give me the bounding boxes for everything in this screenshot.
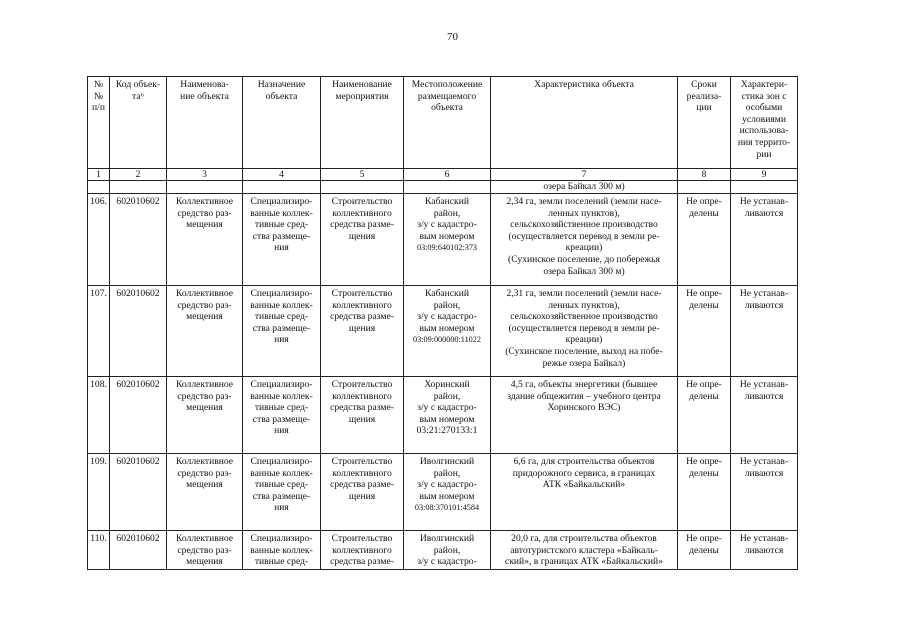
object-name: Коллективное средство раз- мещения (167, 286, 243, 377)
object-location (404, 454, 491, 531)
table-row (88, 377, 798, 454)
cadastral-number: 03:09:000000:11022 (413, 335, 481, 345)
special-zones: Не устанав- ливаются (731, 454, 798, 531)
column-number: 2 (110, 169, 167, 181)
object-purpose: Специализиро- ванные коллек- тивные сред- ства размеще- ния (243, 286, 321, 377)
special-zones: Не устанав- ливаются (731, 286, 798, 377)
cadastral-number: 03:09:640102:373 (416, 243, 478, 253)
object-purpose: Специализиро- ванные коллек- тивные сред- ства размеще- ния (243, 377, 321, 454)
objects-table (87, 76, 798, 570)
row-number: 107. (88, 286, 110, 377)
header-cell: Местоположение размещаемого объекта (404, 77, 491, 169)
header-cell: Сроки реализа- ции (678, 77, 731, 169)
object-code: 602010602 (110, 454, 167, 531)
row-number: 106. (88, 194, 110, 286)
object-name: Коллективное средство раз- мещения (167, 454, 243, 531)
object-purpose: Специализиро- ванные коллек- тивные сред- ства размеще- ния (243, 194, 321, 286)
continuation-row (88, 181, 798, 194)
measure-name: Строительство коллективного средства разме- щения (321, 377, 404, 454)
row-number: 110. (88, 531, 110, 570)
row-number: 109. (88, 454, 110, 531)
object-code: 602010602 (110, 377, 167, 454)
measure-name: Строительство коллективного средства разме- щения (321, 454, 404, 531)
measure-name: Строительство коллективного средства разме- щения (321, 194, 404, 286)
column-number: 4 (243, 169, 321, 181)
object-code: 602010602 (110, 286, 167, 377)
object-characteristic: 2,31 га, земли поселений (земли насе- ленных пунктов), сельскохозяйственное производство (осуществляется перевод в земли ре- креации) (Сухинское поселение, выход на побе- режье озера Байкал) (491, 286, 678, 377)
special-zones: Не устанав- ливаются (731, 194, 798, 286)
header-cell: №№ п/п (88, 77, 110, 169)
object-characteristic: 2,34 га, земли поселений (земли насе- ленных пунктов), сельскохозяйственное производство (осуществляется перевод в земли ре- креации) (Сухинское поселение, до побережья озера Байкал 300 м) (491, 194, 678, 286)
location-text: Кабанский район, з/у с кадастро- вым номером (417, 196, 477, 242)
row-number: 108. (88, 377, 110, 454)
location-text: Иволгинский район, з/у с кадастро- вым номером (417, 456, 477, 502)
object-purpose: Специализиро- ванные коллек- тивные сред- ства размеще- ния (243, 454, 321, 531)
object-location: Иволгинский район, з/у с кадастро- (404, 531, 491, 570)
table-row (88, 194, 798, 286)
special-zones: Не устанав- ливаются (731, 531, 798, 570)
column-number: 5 (321, 169, 404, 181)
implementation-term: Не опре- делены (678, 377, 731, 454)
column-number: 7 (491, 169, 678, 181)
continuation-text: озера Байкал 300 м) (491, 181, 678, 194)
column-number: 1 (88, 169, 110, 181)
implementation-term: Не опре- делены (678, 531, 731, 570)
object-location: Хоринский район, з/у с кадастро- вым номером 03:21:270133:1 (404, 377, 491, 454)
column-number: 6 (404, 169, 491, 181)
table-row (88, 531, 798, 570)
cadastral-number: 03:08:370101:4584 (414, 503, 480, 513)
header-cell: Назначение объекта (243, 77, 321, 169)
special-zones: Не устанав- ливаются (731, 377, 798, 454)
object-name: Коллективное средство раз- мещения (167, 194, 243, 286)
object-code: 602010602 (110, 531, 167, 570)
object-location (404, 286, 491, 377)
column-number: 9 (731, 169, 798, 181)
table-row (88, 454, 798, 531)
location-text: Кабанский район, з/у с кадастро- вым номером (417, 288, 477, 334)
implementation-term: Не опре- делены (678, 286, 731, 377)
column-numbers-row (88, 169, 798, 181)
object-name: Коллективное средство раз- мещения (167, 377, 243, 454)
object-characteristic: 4,5 га, объекты энергетики (бывшее здание общежития – учебного центра Хоринского ВЭС) (491, 377, 678, 454)
object-name: Коллективное средство раз- мещения (167, 531, 243, 570)
header-cell: Код объек- та⁶ (110, 77, 167, 169)
object-characteristic: 6,6 га, для строительства объектов придорожного сервиса, в границах АТК «Байкальский» (491, 454, 678, 531)
header-cell: Наименова- ние объекта (167, 77, 243, 169)
page-number: 70 (447, 31, 458, 43)
measure-name: Строительство коллективного средства разме- (321, 531, 404, 570)
header-cell: Наименование мероприятия (321, 77, 404, 169)
object-location (404, 194, 491, 286)
header-cell: Характери- стика зон с особыми условиями использова- ния террито- рии (731, 77, 798, 169)
object-characteristic: 20,0 га, для строительства объектов автотуристского кластера «Байкаль- ский», в границах АТК «Байкальский» (491, 531, 678, 570)
table-header-row (88, 77, 798, 169)
column-number: 8 (678, 169, 731, 181)
object-purpose: Специализиро- ванные коллек- тивные сред- (243, 531, 321, 570)
measure-name: Строительство коллективного средства разме- щения (321, 286, 404, 377)
object-code: 602010602 (110, 194, 167, 286)
table-row (88, 286, 798, 377)
implementation-term: Не опре- делены (678, 454, 731, 531)
column-number: 3 (167, 169, 243, 181)
header-cell: Характеристика объекта (491, 77, 678, 169)
implementation-term: Не опре- делены (678, 194, 731, 286)
